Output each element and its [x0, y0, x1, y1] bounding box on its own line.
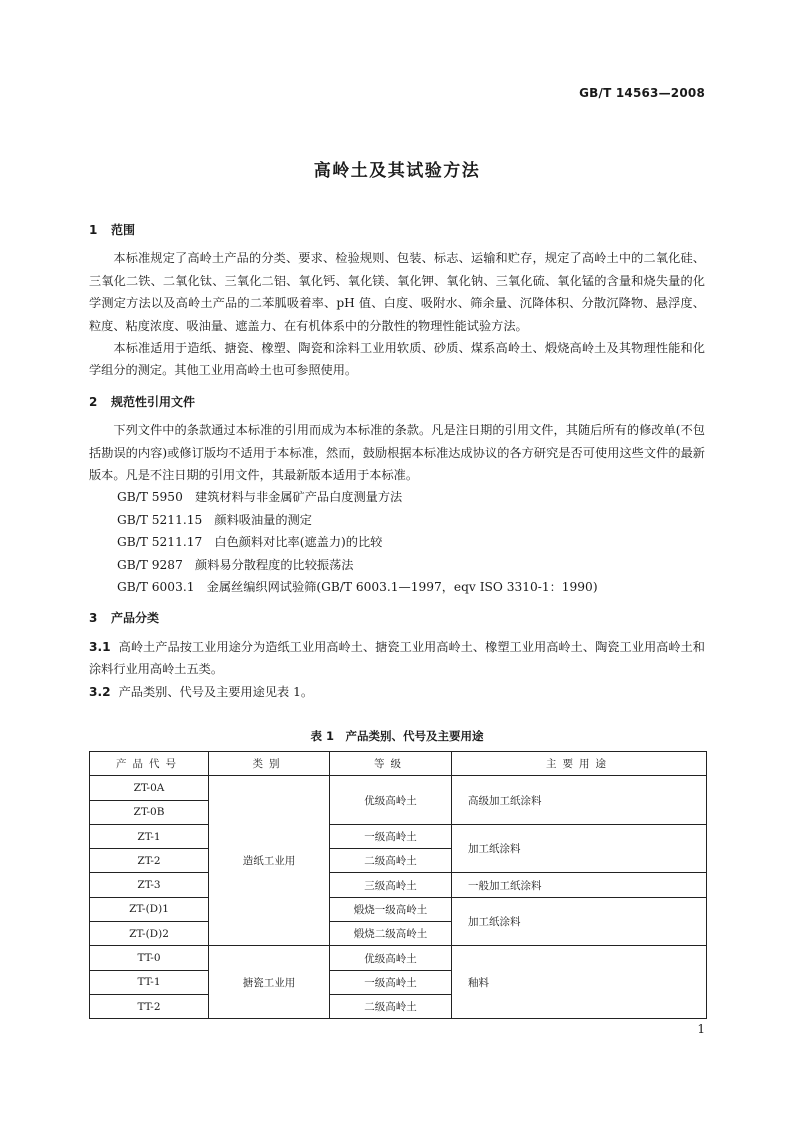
clause-number: 3.2: [89, 684, 111, 699]
reference-code: GB/T 5950: [117, 490, 183, 505]
paragraph: 本标准规定了高岭土产品的分类、要求、检验规则、包装、标志、运输和贮存，规定了高岭土中的二氧化硅、三氧化二铁、二氧化钛、三氧化二铝、氧化钙、氧化镁、氧化钾、氧化钠、三氧化硫、氧化锰的含量和烧失量的化学测定方法以及高岭土产品的二苯胍吸着率、pH 值、白度、吸附水、筛余量、沉降体积、分散沉降物、悬浮度、粒度、粘度浓度、吸油量、遮盖力、在有机体系中的分散性的物理性能试验方法。: [89, 251, 705, 333]
section-title: 规范性引用文件: [111, 394, 196, 409]
cell-code: ZT-0B: [90, 800, 209, 824]
standard-number: GB/T 14563—2008: [579, 86, 705, 100]
cell-code: ZT-1: [90, 824, 209, 848]
cell-code: TT-2: [90, 994, 209, 1018]
cell-use: 加工纸涂料: [452, 897, 707, 946]
section-number: 1: [89, 223, 98, 237]
header-code: 产品代号: [90, 752, 209, 776]
header-grade: 等级: [330, 752, 452, 776]
cell-grade: 一级高岭土: [330, 824, 452, 848]
reference-item: [89, 576, 705, 598]
reference-code: GB/T 5211.17: [117, 535, 203, 550]
cell-code: TT-1: [90, 970, 209, 994]
header-use: 主要用途: [452, 752, 707, 776]
table-row: [90, 946, 707, 970]
cell-use: 釉料: [452, 946, 707, 1019]
reference-code: GB/T 6003.1: [117, 580, 195, 595]
section-number: 2: [89, 394, 98, 409]
cell-grade: 三级高岭土: [330, 873, 452, 897]
cell-grade: 优级高岭土: [330, 776, 452, 825]
cell-category: 搪瓷工业用: [209, 946, 330, 1019]
table-row: [90, 824, 707, 848]
cell-code: ZT-0A: [90, 776, 209, 800]
cell-code: ZT-(D)2: [90, 922, 209, 946]
cell-code: TT-0: [90, 946, 209, 970]
reference-title: 颜料易分散程度的比较振荡法: [195, 557, 354, 572]
table-row: [90, 873, 707, 897]
reference-code: GB/T 5211.15: [117, 512, 203, 527]
reference-code: GB/T 9287: [117, 557, 183, 572]
reference-item: [89, 531, 705, 553]
reference-title: 建筑材料与非金属矿产品白度测量方法: [195, 490, 403, 505]
cell-code: ZT-(D)1: [90, 897, 209, 921]
cell-grade: 一级高岭土: [330, 970, 452, 994]
cell-grade: 二级高岭土: [330, 849, 452, 873]
section-number: 3: [89, 611, 98, 626]
cell-use: 一般加工纸涂料: [452, 873, 707, 897]
product-table: [89, 751, 707, 1019]
table-caption: 表 1 产品类别、代号及主要用途: [310, 729, 484, 743]
section-1-heading: [89, 219, 705, 241]
paragraph: 本标准适用于造纸、搪瓷、橡塑、陶瓷和涂料工业用软质、砂质、煤系高岭土、煅烧高岭土及其物理性能和化学组分的测定。其他工业用高岭土也可参照使用。: [89, 341, 705, 378]
page-number: 1: [697, 1022, 705, 1036]
table-row: [90, 897, 707, 921]
reference-title: 白色颜料对比率(遮盖力)的比较: [214, 535, 383, 550]
cell-code: ZT-2: [90, 849, 209, 873]
clause-text: 高岭土产品按工业用途分为造纸工业用高岭土、搪瓷工业用高岭土、橡塑工业用高岭土、陶瓷工业用高岭土和涂料行业用高岭土五类。: [89, 639, 705, 677]
body-text: [89, 219, 705, 703]
cell-grade: 优级高岭土: [330, 946, 452, 970]
header-category: 类别: [209, 752, 330, 776]
clause-text: 产品类别、代号及主要用途见表 1。: [118, 684, 314, 699]
cell-code: ZT-3: [90, 873, 209, 897]
clause-number: 3.1: [89, 639, 111, 654]
table-row: [90, 776, 707, 800]
reference-item: [89, 554, 705, 576]
section-title: 产品分类: [111, 611, 160, 626]
reference-item: [89, 509, 705, 531]
cell-use: 加工纸涂料: [452, 824, 707, 873]
clause-3-1: [89, 636, 705, 681]
reference-item: [89, 486, 705, 508]
cell-grade: 煅烧二级高岭土: [330, 922, 452, 946]
paragraph: 下列文件中的条款通过本标准的引用而成为本标准的条款。凡是注日期的引用文件，其随后所有的修改单(不包括勘误的内容)或修订版均不适用于本标准，然而，鼓励根据本标准达成协议的各方研究是否可使用这些文件的最新版本。凡是不注日期的引用文件，其最新版本适用于本标准。: [89, 423, 705, 483]
section-2-heading: [89, 391, 705, 413]
page-title: 高岭土及其试验方法: [313, 161, 481, 181]
section-3-heading: [89, 607, 705, 629]
section-title: 范围: [111, 223, 136, 237]
reference-title: 金属丝编织网试验筛(GB/T 6003.1—1997，eqv ISO 3310-1：1990): [206, 580, 598, 595]
reference-title: 颜料吸油量的测定: [214, 512, 312, 527]
table-header-row: [90, 752, 707, 776]
clause-3-2: [89, 681, 705, 703]
cell-category: 造纸工业用: [209, 776, 330, 946]
cell-grade: 煅烧一级高岭土: [330, 897, 452, 921]
cell-grade: 二级高岭土: [330, 994, 452, 1018]
cell-use: 高级加工纸涂料: [452, 776, 707, 825]
